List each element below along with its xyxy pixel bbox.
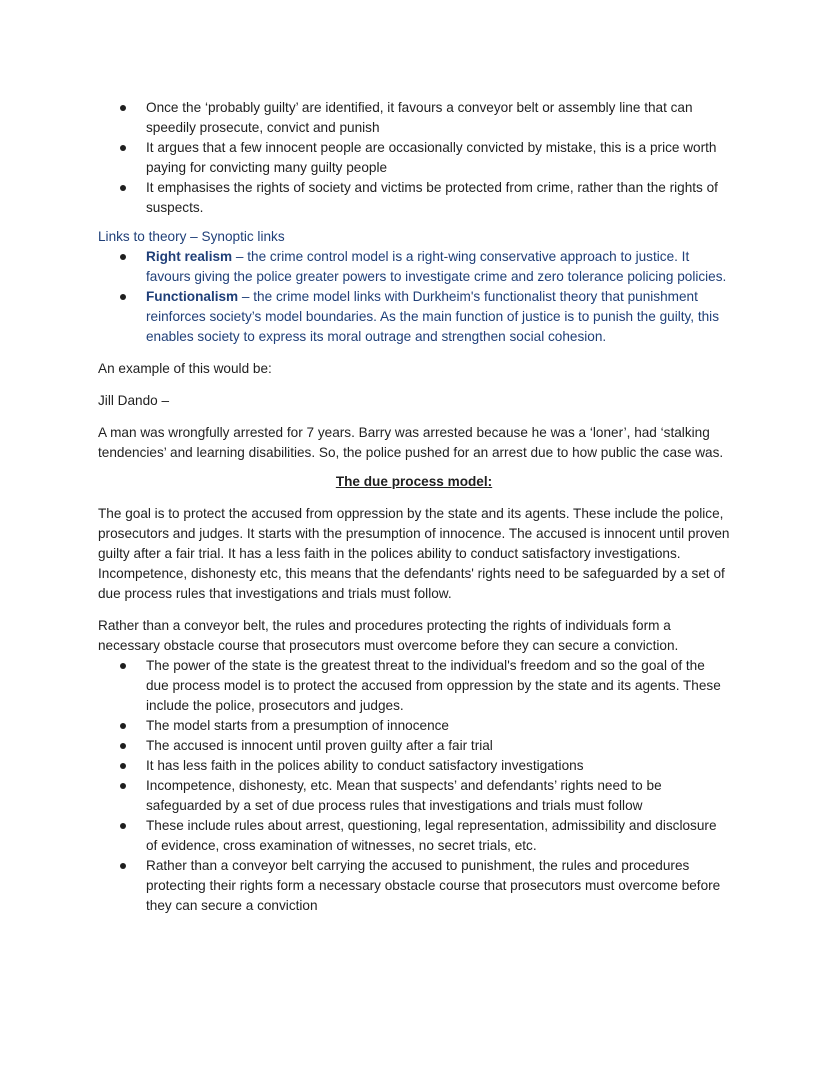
list-item — [98, 816, 730, 856]
list-item-text: It emphasises the rights of society and victims be protected from crime, rather than the rights of suspects. — [146, 180, 718, 215]
list-item — [98, 716, 730, 736]
list-item — [98, 247, 730, 287]
list-item — [98, 756, 730, 776]
links-bullet-list — [98, 247, 730, 347]
list-item — [98, 178, 730, 218]
link-text: – the crime model links with Durkheim's functionalist theory that punishment reinforces society’s model boundaries. As the main function of justice is to punish the guilty, this enables society to express its moral outrage and strengthen social cohesion. — [146, 289, 720, 344]
bullet-icon — [120, 783, 126, 789]
example-name: Jill Dando – — [98, 393, 170, 408]
document-page — [98, 98, 730, 916]
intro-bullet-list — [98, 98, 730, 218]
example-text: A man was wrongfully arrested for 7 years. Barry was arrested because he was a ‘loner’, had ‘stalking tendencies’ and learning disabilities. So, the police pushed for an arrest due to how public the case was. — [98, 425, 724, 460]
bullet-icon — [120, 863, 126, 869]
link-term: Right realism — [146, 249, 233, 264]
list-item-text: The model starts from a presumption of innocence — [146, 718, 449, 733]
due-process-bullet-list — [98, 656, 730, 916]
list-item-text: The accused is innocent until proven guilty after a fair trial — [146, 738, 493, 753]
list-item-text: These include rules about arrest, questioning, legal representation, admissibility and disclosure of evidence, cross examination of witnesses, no secret trials, etc. — [146, 818, 717, 853]
example-intro: An example of this would be: — [98, 361, 272, 376]
list-item-text: It has less faith in the polices ability to conduct satisfactory investigations — [146, 758, 584, 773]
bullet-icon — [120, 105, 126, 111]
list-item — [98, 138, 730, 178]
bullet-icon — [120, 763, 126, 769]
bullet-icon — [120, 294, 126, 300]
due-process-paragraph-1: The goal is to protect the accused from oppression by the state and its agents. These include the police, prosecutors and judges. It starts with the presumption of innocence. The accused is innocent until proven guilty after a fair trial. It has a less faith in the polices ability to conduct satisfactory investigations. Incompetence, dishonesty etc, this means that the defendants' rights need to be safeguarded by a set of due process rules that investigations and trials must follow. — [98, 506, 730, 601]
due-process-heading: The due process model: — [335, 474, 493, 489]
list-item-text: Rather than a conveyor belt carrying the accused to punishment, the rules and procedures protecting their rights form a necessary obstacle course that prosecutors must overcome before they can secure a conviction — [146, 858, 721, 913]
list-item — [98, 287, 730, 347]
list-item-text: Once the ‘probably guilty’ are identified, it favours a conveyor belt or assembly line that can speedily prosecute, convict and punish — [146, 100, 693, 135]
list-item-text: The power of the state is the greatest threat to the individual's freedom and so the goal of the due process model is to protect the accused from oppression by the state and its agents. These include the police, prosecutors and judges. — [146, 658, 721, 713]
list-item-text: Incompetence, dishonesty, etc. Mean that suspects’ and defendants’ rights need to be safeguarded by a set of due process rules that investigations and trials must follow — [146, 778, 662, 813]
bullet-icon — [120, 185, 126, 191]
list-item — [98, 656, 730, 716]
bullet-icon — [120, 743, 126, 749]
list-item-text: It argues that a few innocent people are occasionally convicted by mistake, this is a price worth paying for convicting many guilty people — [146, 140, 717, 175]
list-item — [98, 736, 730, 756]
bullet-icon — [120, 145, 126, 151]
list-item — [98, 98, 730, 138]
bullet-icon — [120, 723, 126, 729]
link-text: – the crime control model is a right-wing conservative approach to justice. It favours giving the police greater powers to investigate crime and zero tolerance policing policies. — [146, 249, 727, 284]
due-process-paragraph-2: Rather than a conveyor belt, the rules and procedures protecting the rights of individuals form a necessary obstacle course that prosecutors must overcome before they can secure a conviction. — [98, 618, 679, 653]
list-item — [98, 856, 730, 916]
links-heading: Links to theory – Synoptic links — [98, 229, 285, 244]
link-term: Functionalism — [146, 289, 239, 304]
list-item — [98, 776, 730, 816]
bullet-icon — [120, 823, 126, 829]
bullet-icon — [120, 663, 126, 669]
bullet-icon — [120, 254, 126, 260]
